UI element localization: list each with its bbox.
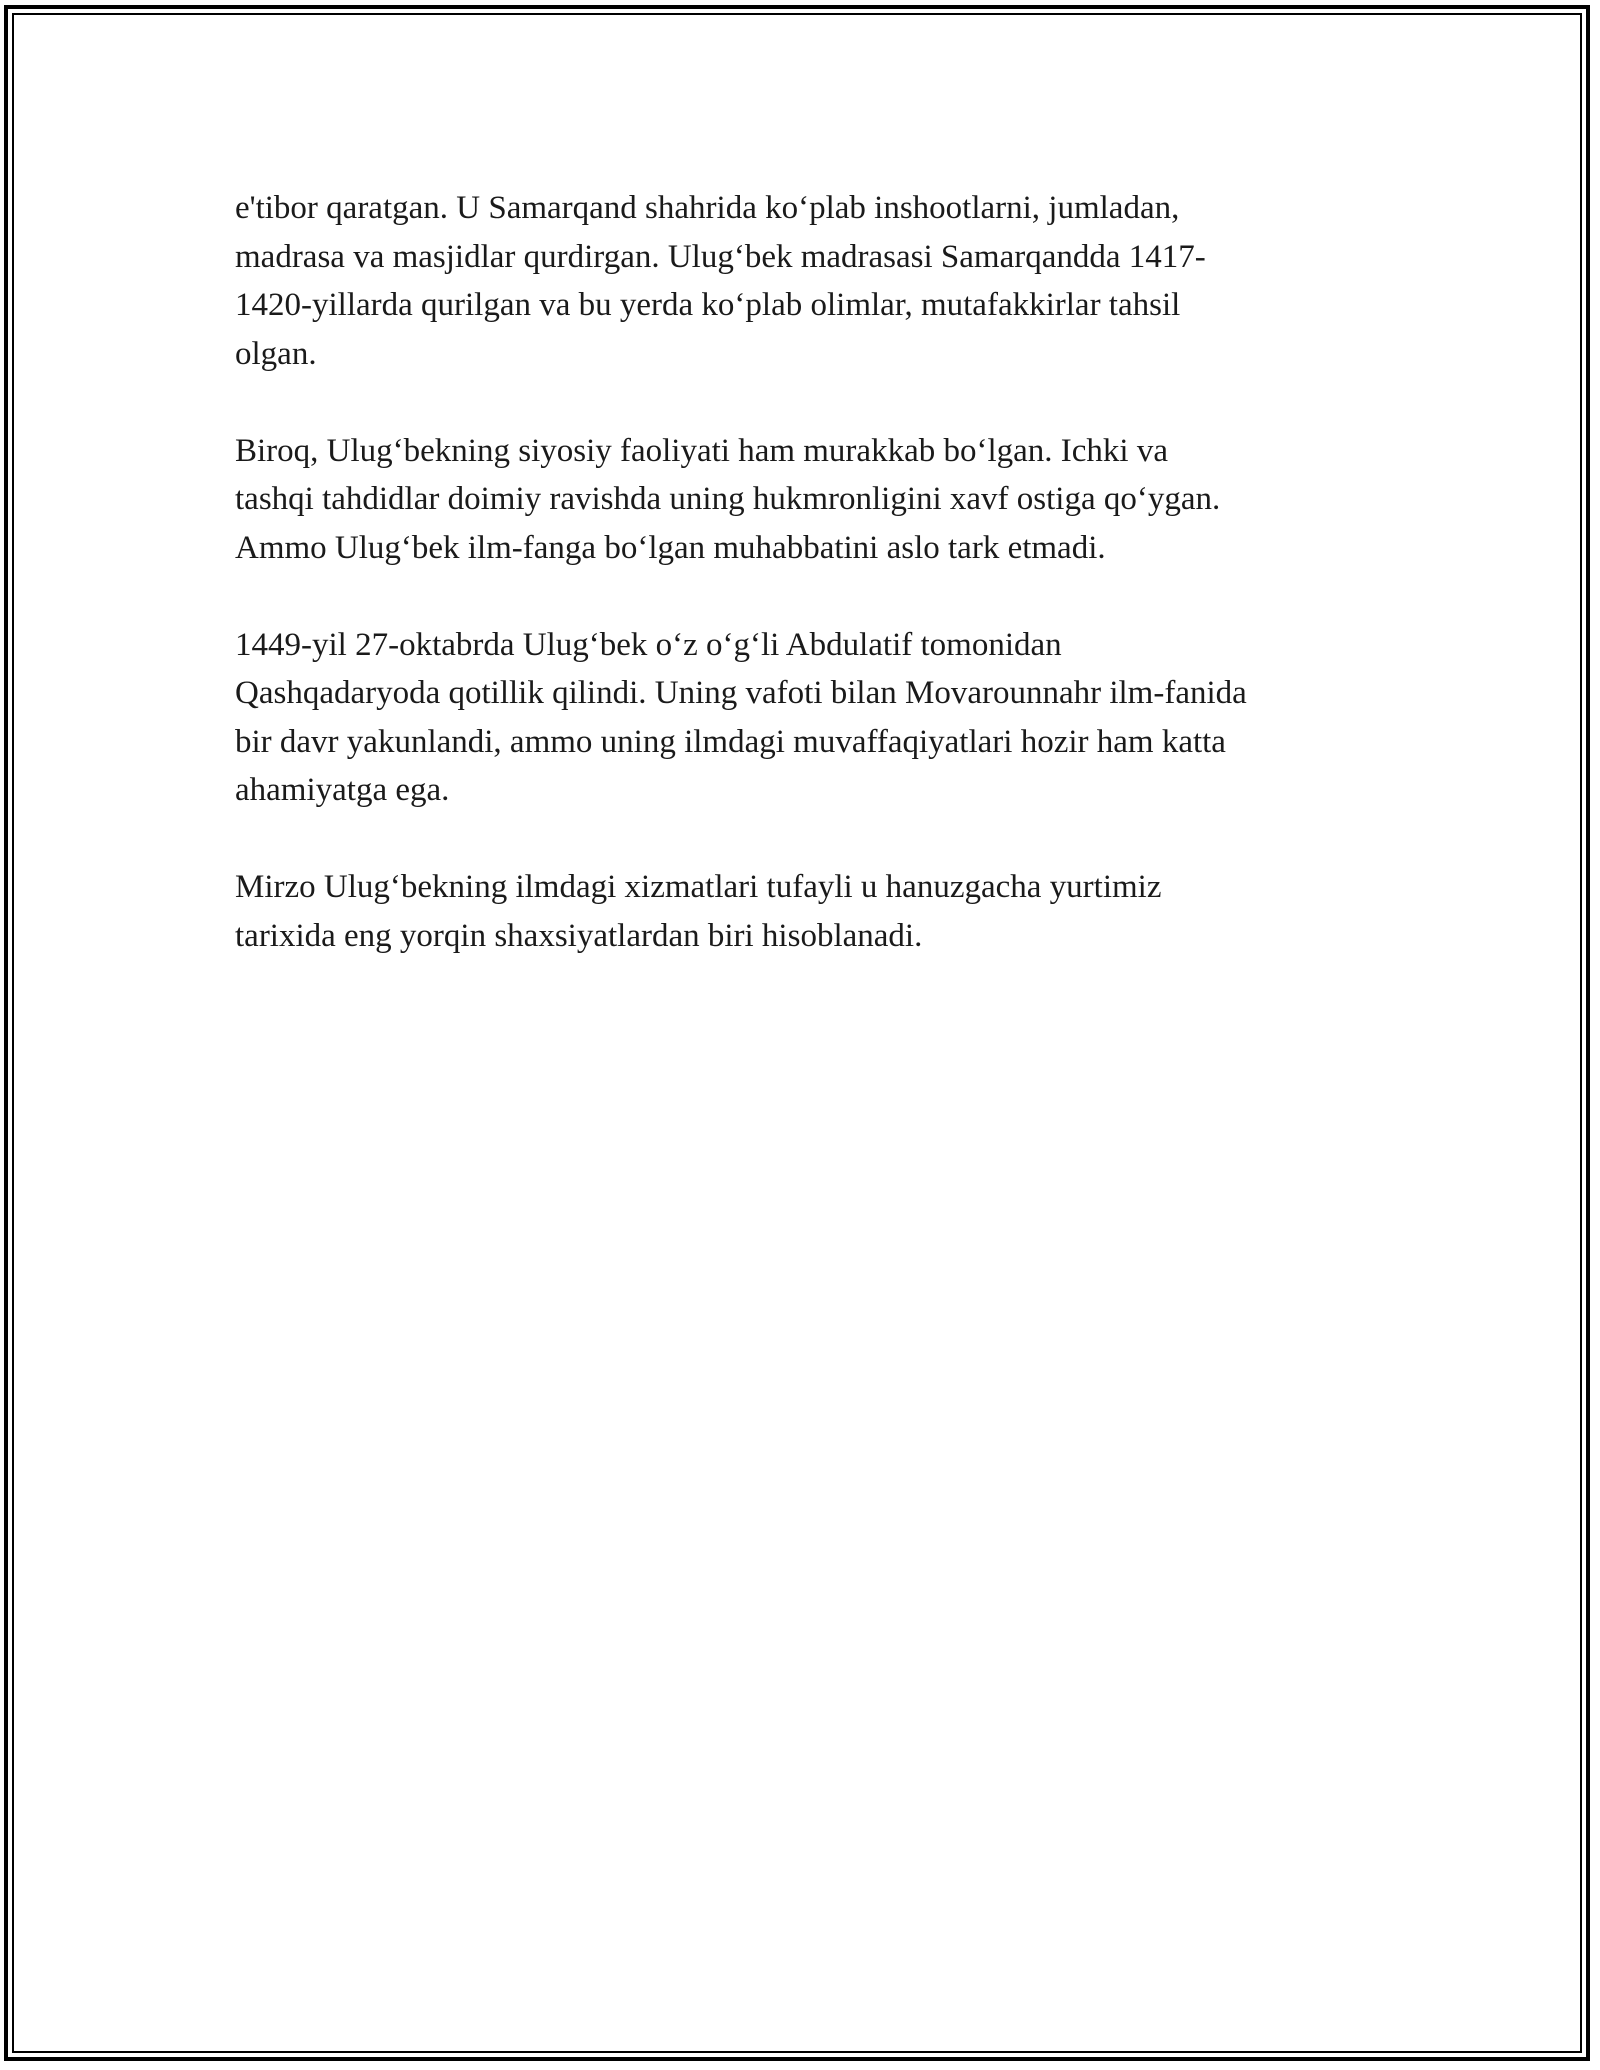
paragraph: 1449-yil 27-oktabrda Ulug‘bek o‘z o‘g‘li Abdulatif tomonidan Qashqadaryoda qotillik qilindi. Uning vafoti bilan Movarounnahr ilm-fanida bir davr yakunlandi, ammo uning ilmdagi muvaffaqiyatlari hozir ham katta ahamiyatga ega. [235, 626, 1247, 808]
paragraph: e'tibor qaratgan. U Samarqand shahrida ko‘plab inshootlarni, jumladan, madrasa va masjidlar qurdirgan. Ulug‘bek madrasasi Samarqandda 1417- 1420-yillarda qurilgan va bu yerda ko‘plab olimlar, mutafakkirlar tahsil olgan. [235, 190, 1206, 372]
paragraph: Biroq, Ulug‘bekning siyosiy faoliyati ham murakkab bo‘lgan. Ichki va tashqi tahdidlar doimiy ravishda uning hukmronligini xavf ostiga qo‘ygan. Ammo Ulug‘bek ilm-fanga bo‘lgan muhabbatini aslo tark etmadi. [235, 432, 1221, 566]
document-body [235, 184, 1395, 1009]
paragraph: Mirzo Ulug‘bekning ilmdagi xizmatlari tufayli u hanuzgacha yurtimiz tarixida eng yorqin shaxsiyatlardan biri hisoblanadi. [235, 869, 1162, 954]
